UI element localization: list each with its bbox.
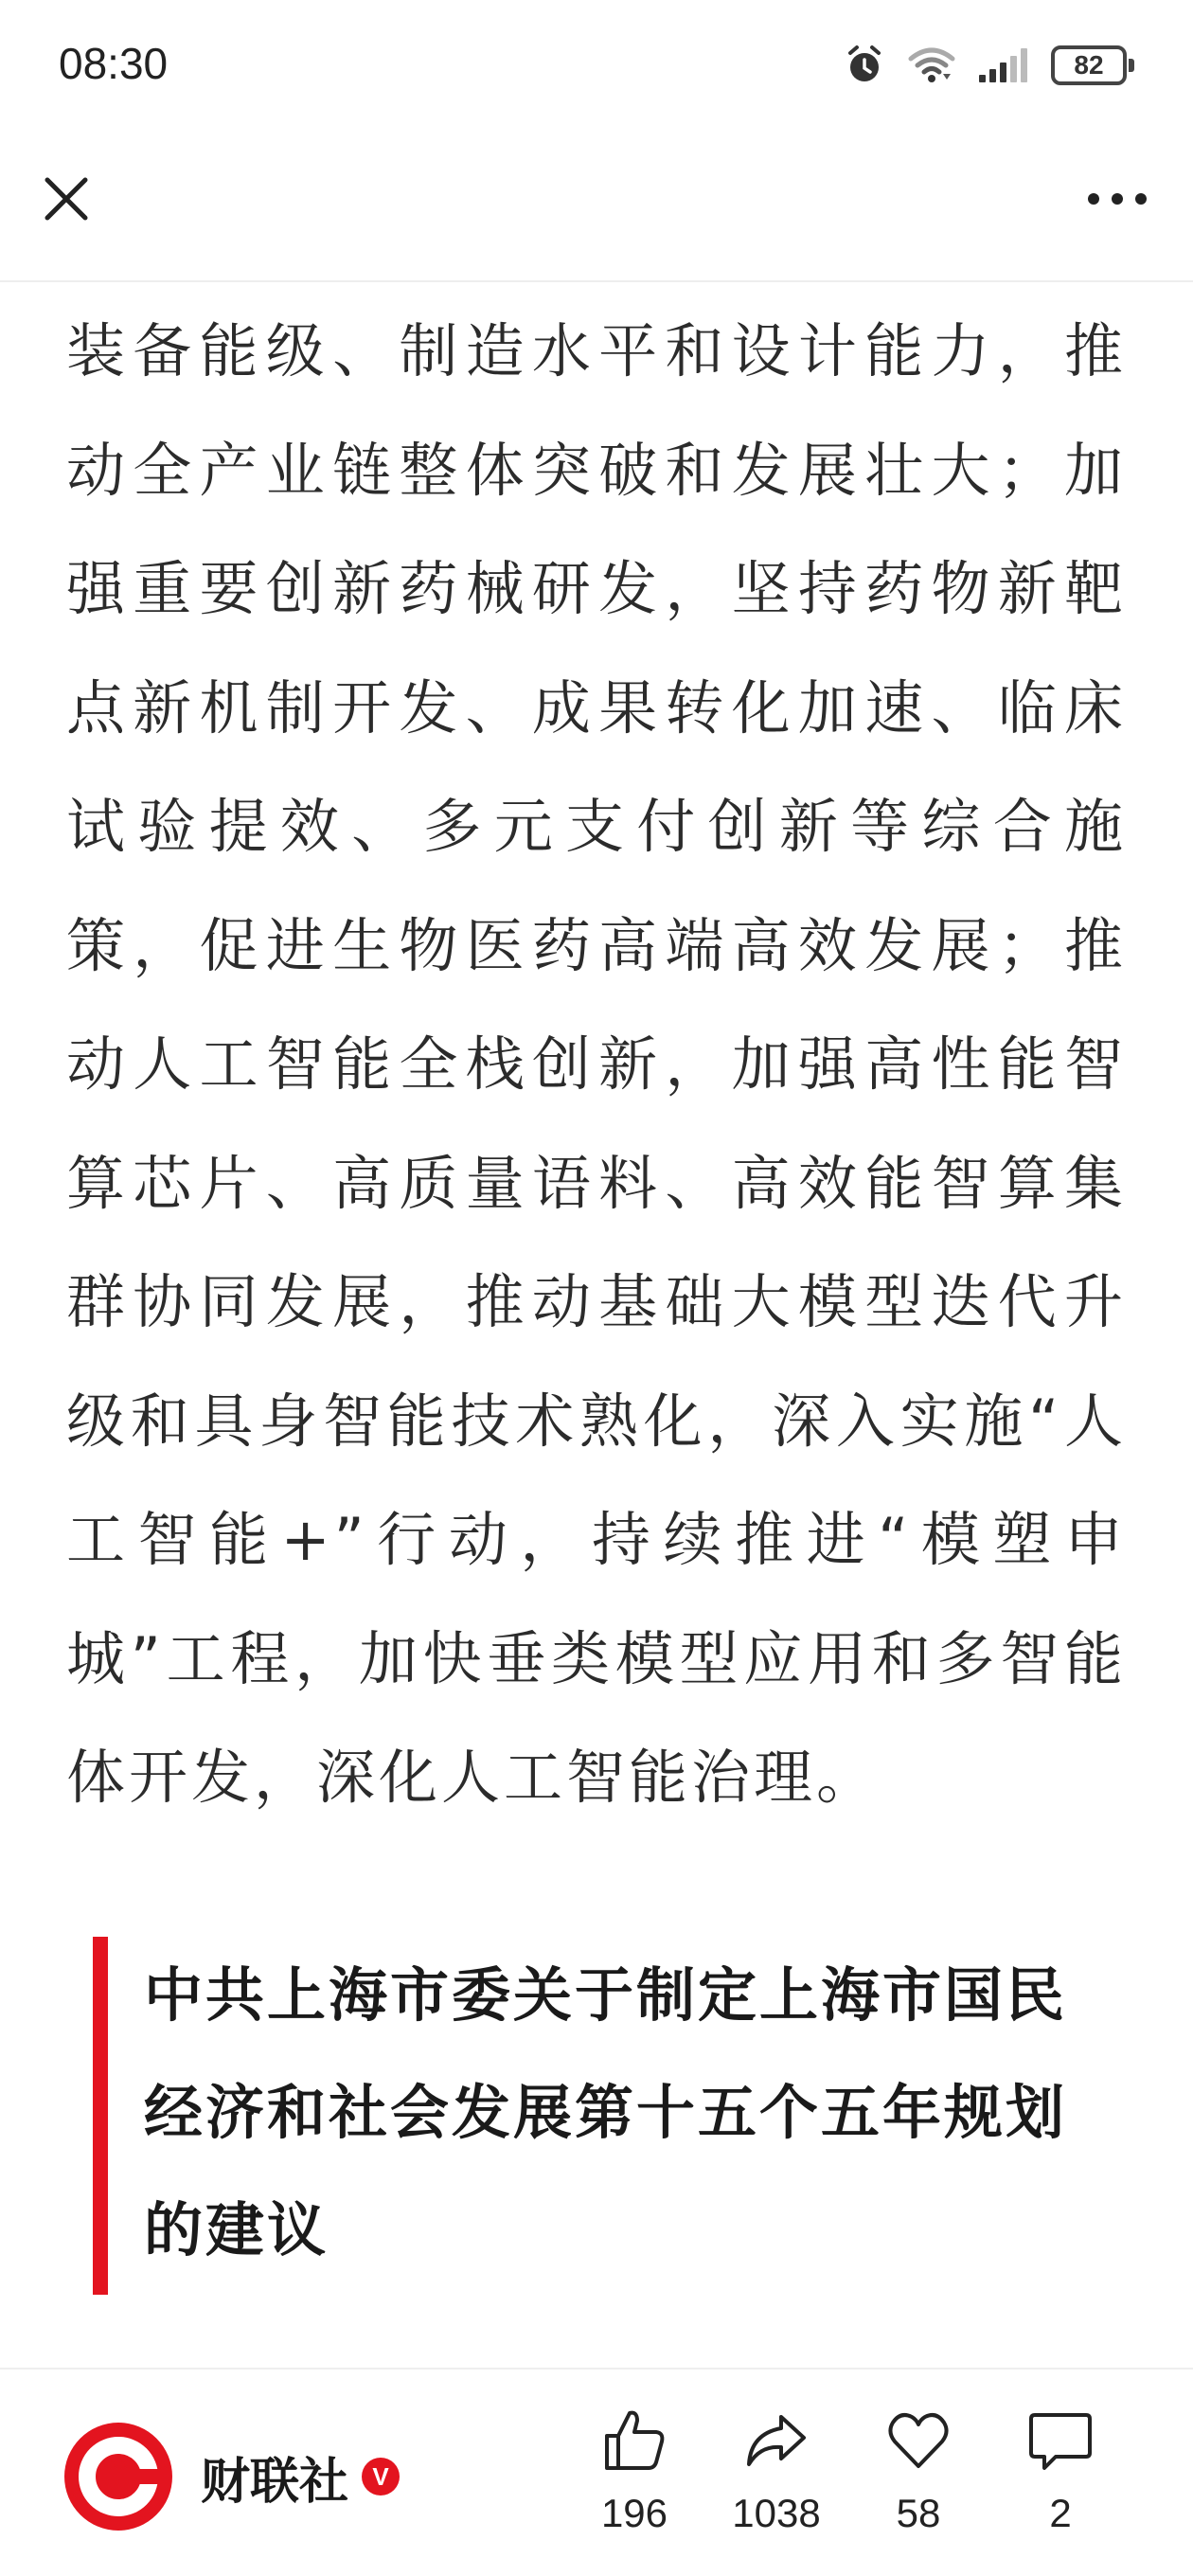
like-icon	[601, 2407, 668, 2474]
comment-button[interactable]	[994, 2407, 1127, 2536]
favorite-icon	[885, 2407, 952, 2474]
more-button[interactable]	[1070, 161, 1165, 237]
verified-badge: V	[362, 2458, 400, 2496]
status-icons	[843, 42, 1127, 89]
close-button[interactable]	[28, 161, 104, 237]
favorite-button[interactable]	[852, 2407, 985, 2536]
comment-count: 2	[1049, 2491, 1072, 2535]
like-count: 196	[600, 2491, 668, 2535]
share-icon	[743, 2407, 810, 2474]
heading-accent-bar	[93, 1937, 108, 2295]
like-button[interactable]	[568, 2407, 701, 2536]
status-time: 08:30	[59, 39, 169, 88]
favorite-count: 58	[896, 2491, 941, 2535]
publisher-name: 财联社	[201, 2453, 349, 2511]
close-icon	[40, 172, 93, 225]
section-heading-text: 中共上海市委关于制定上海市国民经济和社会发展第十五个五年规划的建议	[144, 1960, 1068, 2264]
share-button[interactable]	[710, 2407, 843, 2536]
section-heading	[93, 1937, 1096, 2289]
wifi-icon	[907, 45, 956, 85]
share-count: 1038	[732, 2491, 821, 2535]
alarm-icon	[843, 44, 886, 87]
battery-icon: 82	[1051, 45, 1127, 85]
status-bar	[0, 0, 1193, 133]
bottom-bar	[0, 2368, 1193, 2576]
publisher-logo	[64, 2423, 172, 2531]
action-bar	[568, 2407, 1155, 2559]
publisher[interactable]	[64, 2423, 400, 2531]
article-body	[66, 284, 1127, 1837]
signal-icon	[977, 46, 1030, 84]
article-paragraph: 装备能级、制造水平和设计能力，推动全产业链整体突破和发展壮大；加强重要创新药械研发，坚持药物新靶点新机制开发、成果转化加速、临床试验提效、多元支付创新等综合施策，促进生物医药高端高效发展；推动人工智能全栈创新，加强高性能智算芯片、高质量语料、高效能智算集群协同发展，推动基础大模型迭代升级和具身智能技术熟化，深入实施“人工智能+”行动，持续推进“模塑申城”工程，加快垂类模型应用和多智能体开发，深化人工智能治理。	[66, 316, 1127, 1812]
comment-icon	[1027, 2407, 1094, 2474]
nav-bar	[0, 133, 1193, 282]
more-icon	[1084, 189, 1150, 208]
